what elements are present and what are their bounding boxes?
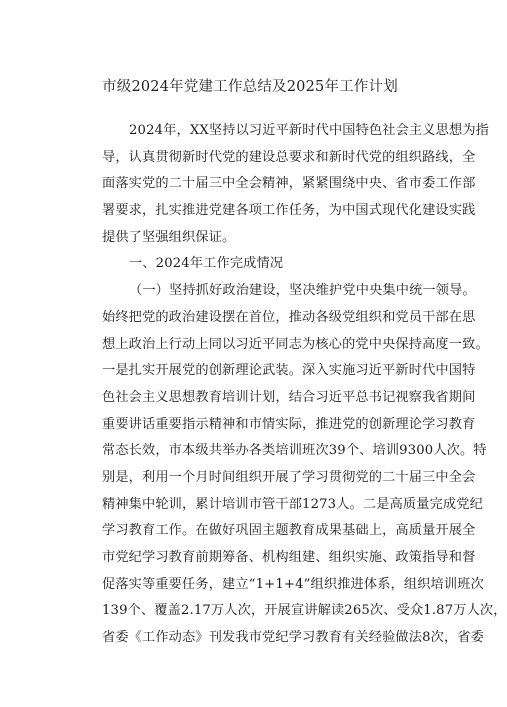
document-title: 市级2024年党建工作总结及2025年工作计划: [102, 79, 398, 95]
paragraph-line: 一是扎实开展党的创新理论武装。深入实施习近平新时代中国特: [102, 363, 476, 379]
paragraph-line: 别是，利用一个月时间组织开展了学习贯彻党的二十届三中全会: [102, 469, 476, 485]
paragraph-line: 常态长效，市本级共举办各类培训班次39个、培训9300人次。特: [102, 443, 487, 459]
paragraph-line: 始终把党的政治建设摆在首位，推动各级党组织和党员干部在思: [102, 309, 476, 325]
document-body: [102, 118, 507, 652]
paragraph-line: 重要讲话重要指示精神和市情实际，推进党的创新理论学习教育: [102, 416, 476, 432]
paragraph-line: 署要求，扎实推进党建各项工作任务，为中国式现代化建设实践: [102, 203, 476, 219]
paragraph-line: 面落实党的二十届三中全会精神，紧紧围绕中央、省市委工作部: [102, 176, 476, 192]
section-heading: 一、2024年工作完成情况: [129, 256, 284, 272]
paragraph-line: 想上政治上行动上同以习近平同志为核心的党中央保持高度一致。: [102, 336, 489, 352]
paragraph-line: 精神集中轮训，累计培训市管干部1273人。二是高质量完成党纪: [102, 496, 483, 512]
paragraph-line: 2024年，XX坚持以习近平新时代中国特色社会主义思想为指: [129, 123, 489, 138]
subsection-heading: （一）坚持抓好政治建设，坚决维护党中央集中统一领导。: [129, 283, 476, 299]
paragraph-line: 促落实等重要任务，建立“1+1+4”组织推进体系，组织培训班次: [102, 576, 484, 592]
paragraph-line: 提供了坚强组织保证。: [102, 229, 236, 245]
paragraph-line: 导，认真贯彻新时代党的建设总要求和新时代党的组织路线，全: [102, 149, 476, 165]
paragraph-line: 色社会主义思想教育培训计划，结合习近平总书记视察我省期间: [102, 389, 476, 405]
paragraph-line: 学习教育工作。在做好巩固主题教育成果基础上，高质量开展全: [102, 523, 476, 539]
paragraph-line: 省委《工作动态》刊发我市党纪学习教育有关经验做法8次，省委: [102, 630, 484, 646]
paragraph-line: 139个、覆盖2.17万人次，开展宣讲解读265次、受众1.87万人次，: [102, 603, 507, 619]
paragraph-line: 市党纪学习教育前期筹备、机构组建、组织实施、政策指导和督: [102, 550, 476, 565]
